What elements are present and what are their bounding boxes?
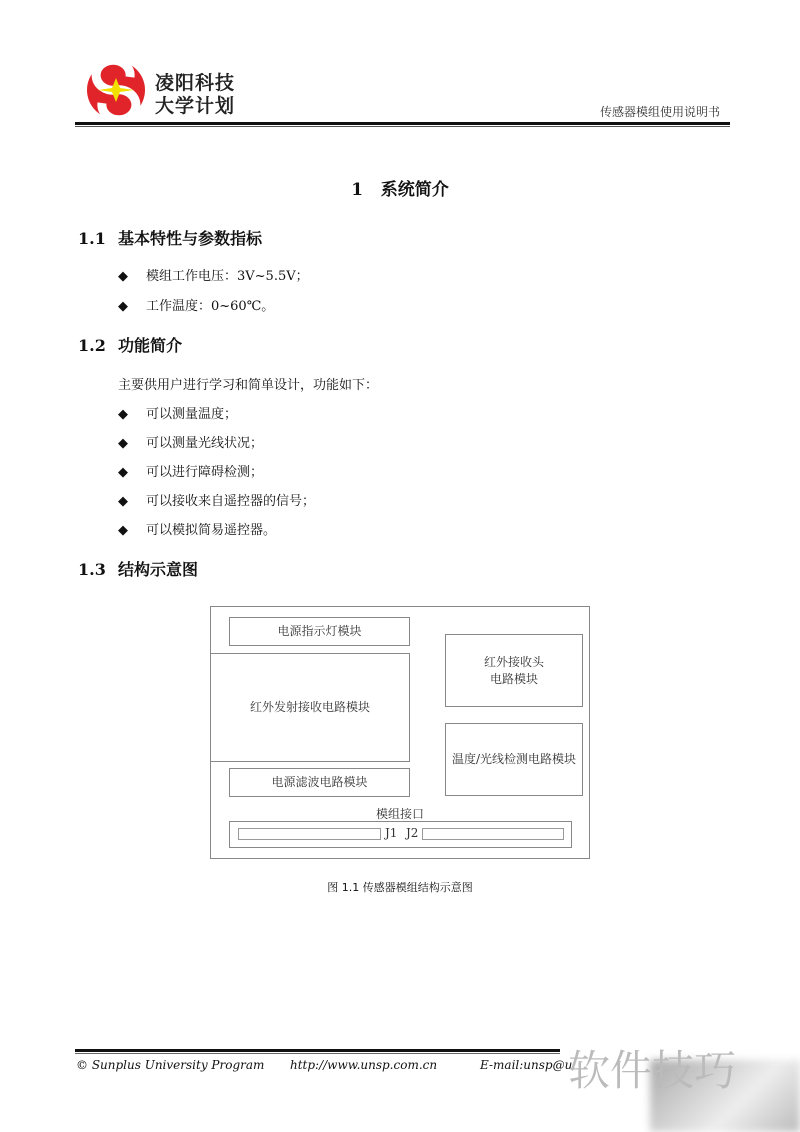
- list-item: ◆ 工作温度：0~60℃。: [118, 299, 275, 314]
- header-rule: [75, 122, 730, 125]
- section-heading: [78, 333, 182, 356]
- footer-email[interactable]: E-mail:unsp@u: [480, 1058, 573, 1072]
- list-item-text: 可以测量光线状况；: [146, 436, 264, 451]
- figure-caption: 图 1.1 传感器模组结构示意图: [327, 881, 473, 894]
- footer-copyright: © Sunplus University Program: [76, 1058, 265, 1072]
- section-number: 1.1: [78, 229, 106, 248]
- section-intro: 主要供用户进行学习和简单设计，功能如下：: [118, 378, 379, 393]
- list-item: ◆ 可以模拟简易遥控器。: [118, 523, 277, 538]
- power-led-module: 电源指示灯模块: [229, 617, 410, 646]
- footer-rule-thin: [75, 1053, 560, 1054]
- temp-light-module: 温度/光线检测电路模块: [445, 723, 583, 796]
- list-item: ◆ 可以测量光线状况；: [118, 436, 264, 451]
- ir-receiver-module: [445, 634, 583, 707]
- list-item-text: 工作温度：0~60℃。: [146, 299, 275, 314]
- chapter-title: 系统简介: [380, 180, 449, 200]
- j1-label: J1: [385, 826, 398, 840]
- footer-url[interactable]: http://www.unsp.com.cn: [290, 1058, 438, 1072]
- logo-text-line2: 大学计划: [155, 95, 236, 117]
- footer-rule: [75, 1049, 560, 1052]
- section-heading: [78, 226, 262, 249]
- list-item: ◆ 模组工作电压：3V~5.5V；: [118, 269, 309, 284]
- section-number: 1.3: [78, 560, 106, 579]
- chapter-number: 1: [351, 180, 364, 200]
- list-item-text: 可以测量温度；: [146, 407, 238, 422]
- j2-label: J2: [406, 826, 419, 840]
- power-filter-module: 电源滤波电路模块: [229, 768, 410, 797]
- header-doc-title: 传感器模组使用说明书: [599, 105, 720, 119]
- ir-receiver-label-1: 红外接收头: [483, 654, 544, 669]
- j1-header: [238, 828, 381, 840]
- ir-receiver-label-2: 电路模块: [489, 671, 538, 686]
- j2-header: [422, 828, 564, 840]
- list-item: ◆ 可以测量温度；: [118, 407, 238, 422]
- section-heading: [78, 557, 198, 580]
- logo-text-line1: 凌阳科技: [155, 72, 236, 94]
- section-title: 基本特性与参数指标: [118, 229, 263, 248]
- ir-txrx-module: 红外发射接收电路模块: [210, 653, 410, 762]
- list-item-text: 模组工作电压：3V~5.5V；: [146, 269, 309, 284]
- interface-label: 模组接口: [375, 807, 424, 821]
- sunplus-logo-icon: [86, 60, 146, 120]
- list-item-text: 可以模拟简易遥控器。: [146, 523, 277, 538]
- header-rule-thin: [75, 126, 730, 127]
- list-item: ◆ 可以进行障碍检测；: [118, 465, 264, 480]
- section-number: 1.2: [78, 336, 106, 355]
- list-item-text: 可以进行障碍检测；: [146, 465, 264, 480]
- watermark: 软件技巧: [568, 1046, 737, 1095]
- list-item-text: 可以接收来自遥控器的信号；: [146, 494, 316, 509]
- list-item: ◆ 可以接收来自遥控器的信号；: [118, 494, 316, 509]
- section-title: 结构示意图: [118, 560, 199, 579]
- section-title: 功能简介: [118, 336, 183, 355]
- chapter-heading: [0, 175, 800, 200]
